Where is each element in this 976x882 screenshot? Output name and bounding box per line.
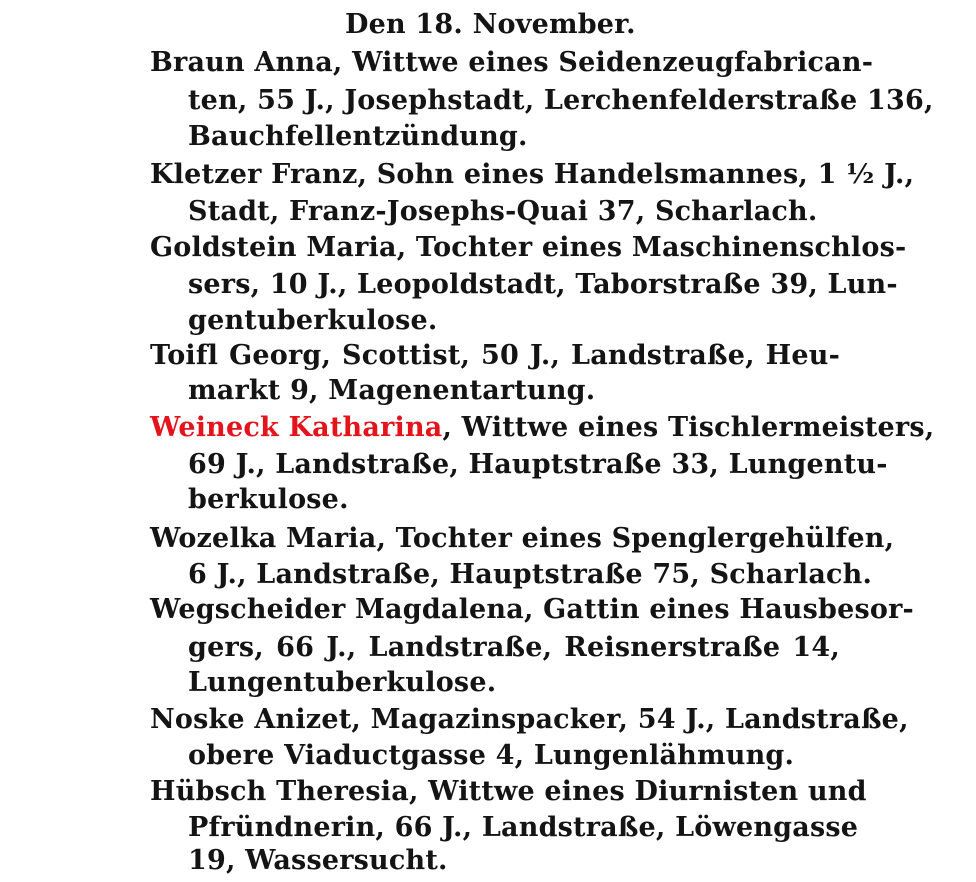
entry-weineck-line-3: berkulose.	[188, 484, 349, 515]
entry-wegscheider-line-1	[150, 591, 914, 628]
entry-name: Toifl Georg	[150, 340, 322, 371]
entry-name: Goldstein Maria	[150, 232, 397, 263]
entry-kletzer-line-2: Stadt, Franz-Josephs-Quai 37, Scharlach.	[188, 196, 818, 227]
entry-text: , Tochter eines Maschinenschlos-	[396, 232, 907, 263]
entry-wegscheider-line-3: Lungentuberkulose.	[188, 667, 497, 698]
entry-text: , Sohn eines Handelsmannes, 1 ½ J.,	[357, 159, 915, 190]
entry-text: , Wittwe eines Tischlermeisters,	[442, 412, 935, 443]
entry-wozelka-line-1	[150, 520, 895, 557]
entry-text: , Wittwe eines Diurnisten und	[408, 776, 867, 807]
entry-name: Wozelka Maria	[150, 523, 377, 554]
entry-weineck-line-1	[150, 409, 935, 446]
page-heading: Den 18. November.	[345, 9, 636, 40]
entry-text: , Gattin eines Hausbesor-	[523, 594, 914, 625]
entry-name: Hübsch Theresia	[150, 776, 409, 807]
entry-weineck-line-2: 69 J., Landstraße, Hauptstraße 33, Lungentu-	[188, 449, 888, 480]
entry-toifl-line-2: markt 9, Magenentartung.	[188, 375, 596, 406]
entry-huebsch-line-1	[150, 773, 867, 810]
entry-noske-line-1	[150, 701, 909, 738]
entry-text: , Magazinspacker, 54 J., Landstraße,	[351, 704, 909, 735]
entry-goldstein-line-2: sers, 10 J., Leopoldstadt, Taborstraße 39, Lun-	[188, 269, 898, 300]
entry-braun-line-3: Bauchfellentzündung.	[188, 121, 528, 152]
entry-toifl-line-1	[150, 337, 840, 374]
entry-text: , Tochter eines Spenglergehülfen,	[376, 523, 895, 554]
entry-kletzer-line-1	[150, 156, 915, 193]
entry-huebsch-line-3: 19, Wassersucht.	[188, 845, 448, 876]
entry-wegscheider-line-2: gers, 66 J., Landstraße, Reisnerstraße 14,	[188, 632, 840, 663]
entry-goldstein-line-3: gentuberkulose.	[188, 305, 438, 336]
entry-braun-line-2: ten, 55 J., Josephstadt, Lerchenfelderstraße 136,	[188, 85, 934, 116]
entry-text: , Wittwe eines Seidenzeugfabrican-	[332, 47, 874, 78]
entry-braun-line-1	[150, 44, 874, 81]
entry-name: Braun Anna	[150, 47, 333, 78]
entry-name: Noske Anizet	[150, 704, 352, 735]
entry-name: Kletzer Franz	[150, 159, 358, 190]
entry-wozelka-line-2: 6 J., Landstraße, Hauptstraße 75, Scharlach.	[188, 559, 873, 590]
highlighted-entry-name: Weineck Katharina	[150, 412, 443, 443]
entry-goldstein-line-1	[150, 229, 907, 266]
entry-huebsch-line-2: Pfründnerin, 66 J., Landstraße, Löwengasse	[188, 812, 859, 843]
entry-noske-line-2: obere Viaductgasse 4, Lungenlähmung.	[188, 740, 795, 771]
entry-name: Wegscheider Magdalena	[150, 594, 524, 625]
entry-text: , Scottist, 50 J., Landstraße, Heu-	[321, 340, 840, 371]
